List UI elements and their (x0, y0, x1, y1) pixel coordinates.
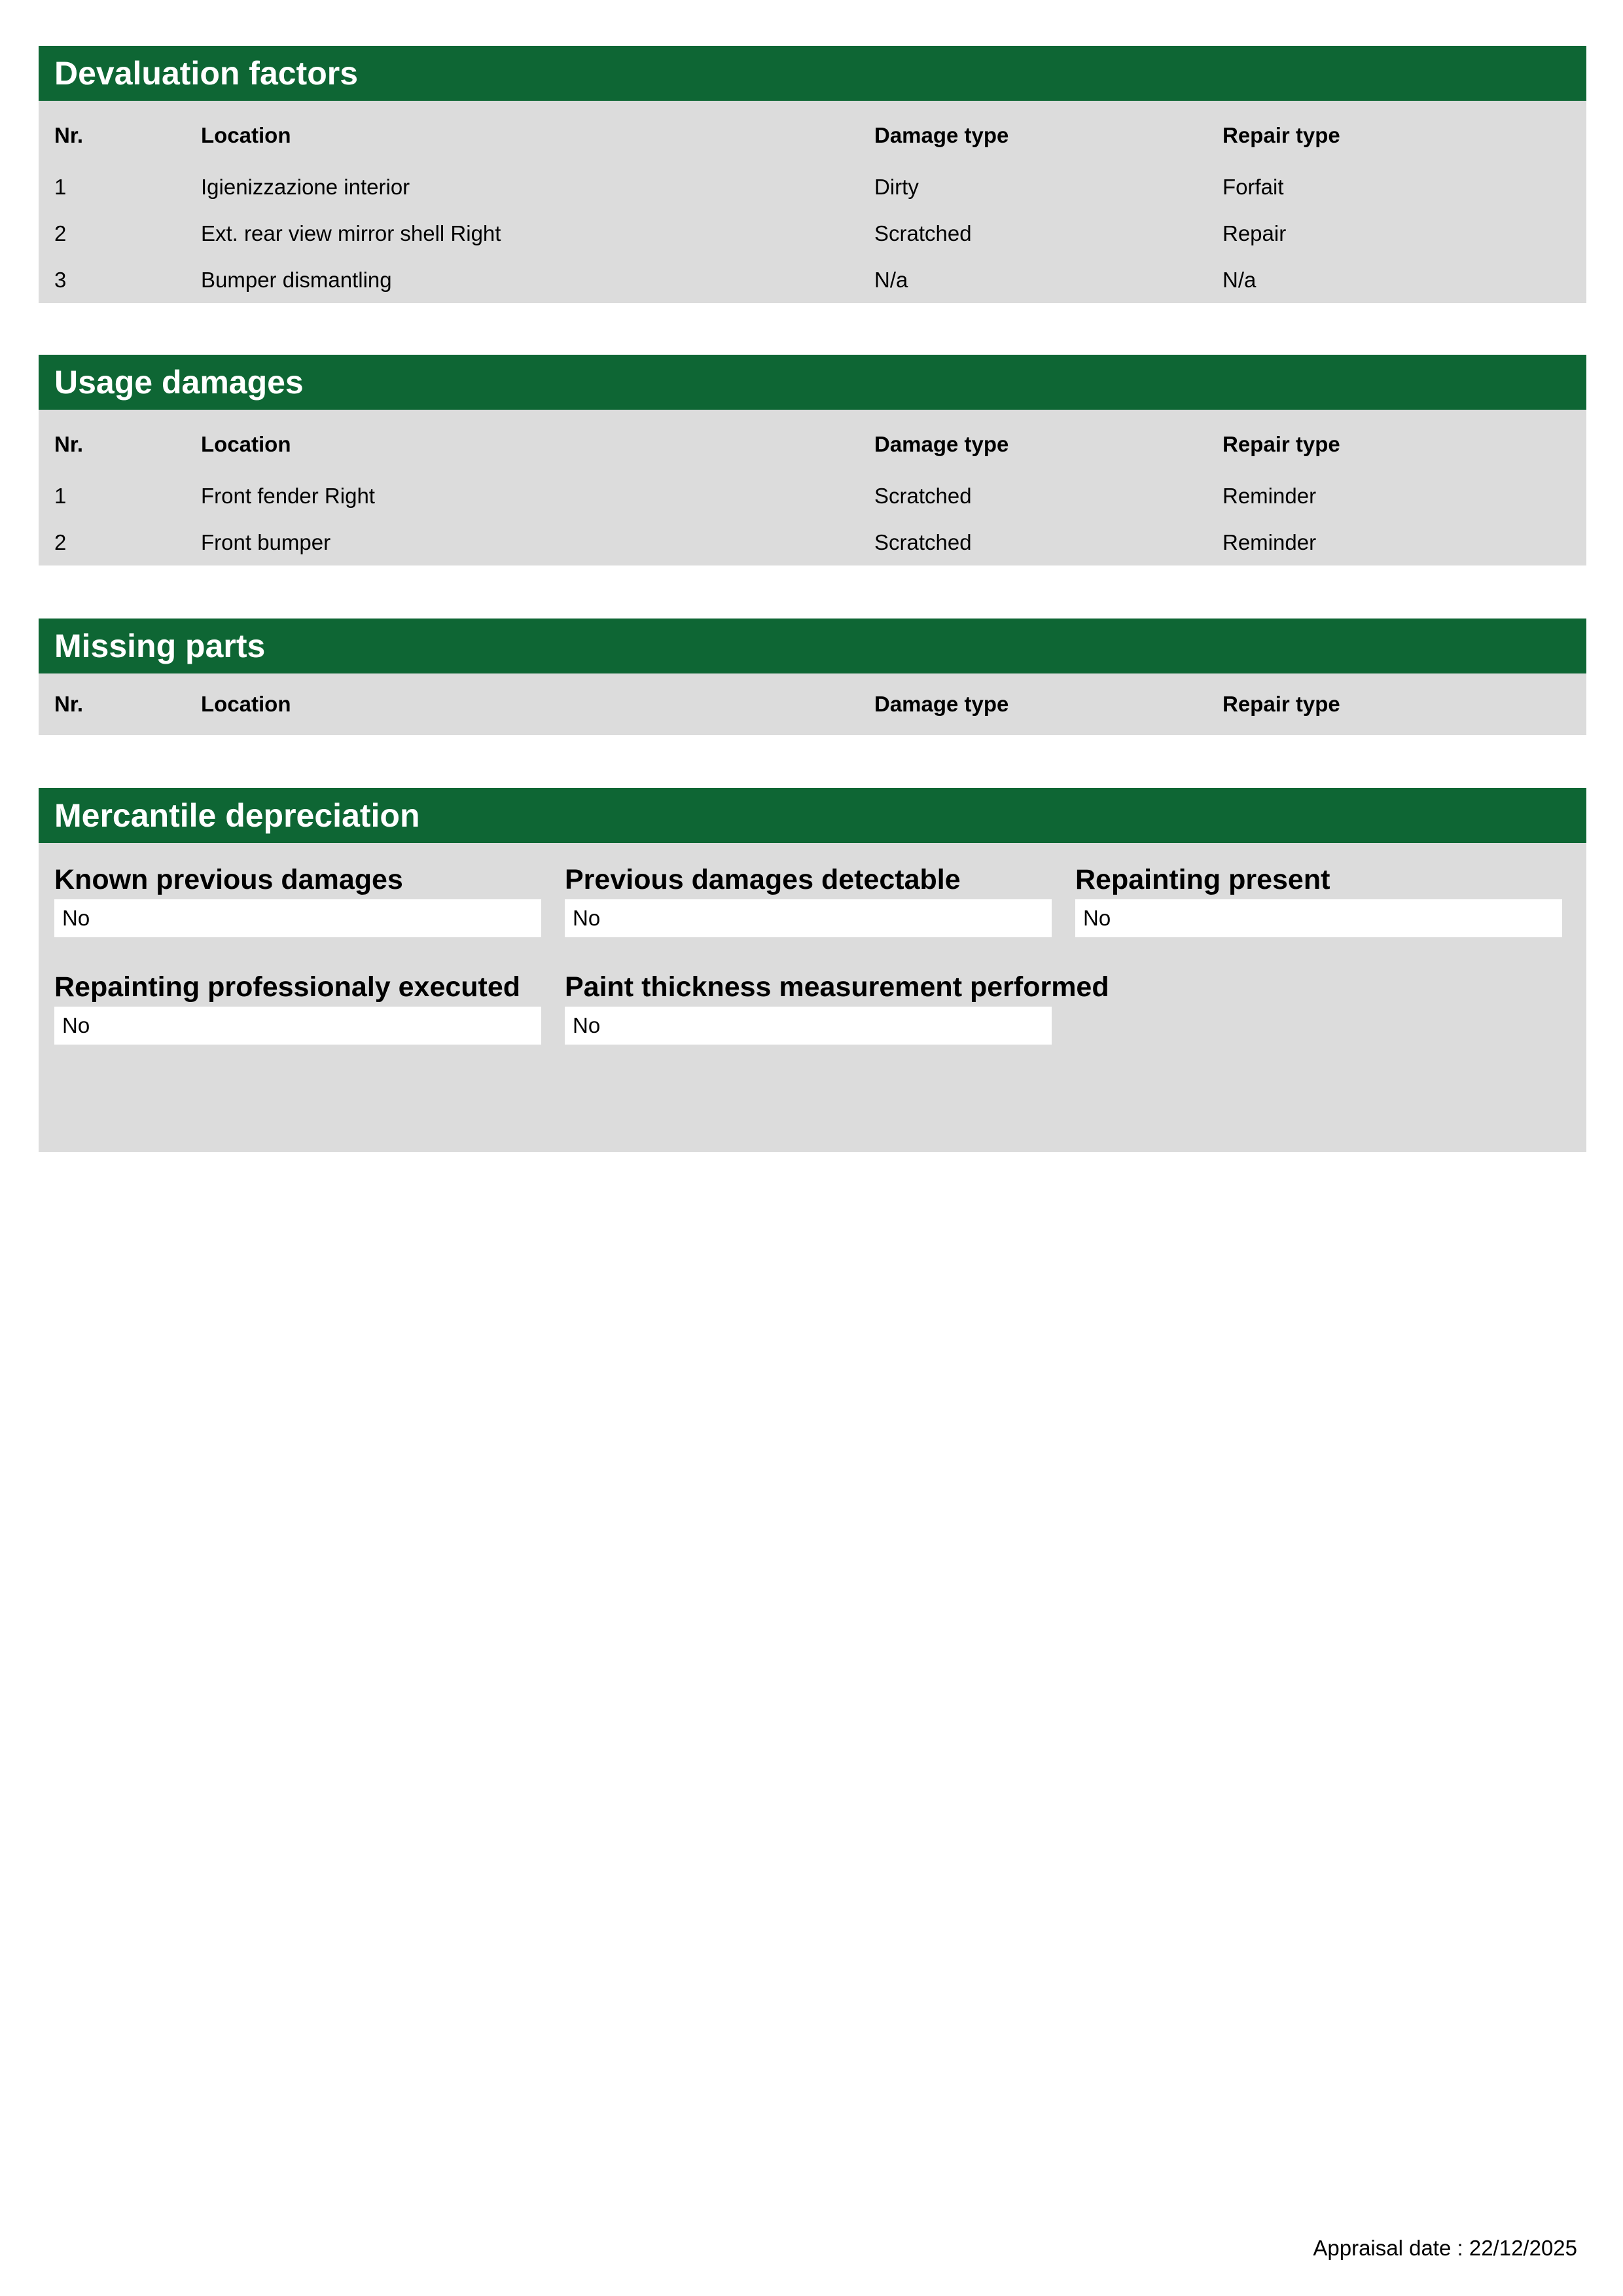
col-location: Location (201, 123, 291, 147)
field-repainting-professionaly-executed (54, 969, 541, 1045)
table-row (39, 164, 1586, 210)
devaluation-table (39, 101, 1586, 303)
cell-nr: 1 (54, 483, 67, 508)
field-repainting-present (1075, 861, 1562, 937)
table-header-row (39, 101, 1586, 164)
col-damage-type: Damage type (874, 123, 1009, 147)
mercantile-title: Mercantile depreciation (39, 788, 1586, 843)
cell-location: Igienizzazione interior (201, 174, 410, 199)
col-nr: Nr. (54, 432, 84, 456)
col-location: Location (201, 692, 291, 716)
table-row (39, 473, 1586, 519)
col-repair-type: Repair type (1222, 123, 1340, 147)
cell-repair-type: Reminder (1222, 529, 1317, 554)
field-value: No (1075, 899, 1562, 937)
missing-table (39, 673, 1586, 735)
cell-repair-type: Reminder (1222, 483, 1317, 508)
cell-damage-type: Dirty (874, 174, 919, 199)
cell-nr: 3 (54, 267, 67, 292)
cell-location: Front fender Right (201, 483, 375, 508)
field-label: Known previous damages (54, 864, 403, 895)
cell-damage-type: N/a (874, 267, 908, 292)
cell-nr: 2 (54, 221, 67, 245)
usage-title: Usage damages (39, 355, 1586, 410)
field-paint-thickness-measurement (565, 969, 1109, 1045)
usage-section (39, 355, 1586, 565)
col-repair-type: Repair type (1222, 432, 1340, 456)
table-row (39, 257, 1586, 303)
field-label: Repainting professionaly executed (54, 971, 521, 1003)
cell-nr: 2 (54, 529, 67, 554)
field-label: Repainting present (1075, 864, 1330, 895)
cell-repair-type: Repair (1222, 221, 1287, 245)
cell-repair-type: N/a (1222, 267, 1257, 292)
mercantile-section (39, 788, 1586, 1152)
field-label: Previous damages detectable (565, 864, 961, 895)
cell-repair-type: Forfait (1222, 174, 1284, 199)
table-header-row (39, 673, 1586, 735)
field-value: No (54, 899, 541, 937)
table-row (39, 519, 1586, 565)
field-value: No (54, 1007, 541, 1045)
table-header-row (39, 410, 1586, 473)
field-value: No (565, 1007, 1052, 1045)
field-previous-damages-detectable (565, 861, 1052, 937)
col-damage-type: Damage type (874, 432, 1009, 456)
cell-damage-type: Scratched (874, 221, 972, 245)
cell-location: Ext. rear view mirror shell Right (201, 221, 501, 245)
cell-nr: 1 (54, 174, 67, 199)
devaluation-title: Devaluation factors (39, 46, 1586, 101)
cell-damage-type: Scratched (874, 483, 972, 508)
table-row (39, 210, 1586, 257)
field-value: No (565, 899, 1052, 937)
cell-location: Bumper dismantling (201, 267, 392, 292)
cell-damage-type: Scratched (874, 529, 972, 554)
col-nr: Nr. (54, 123, 84, 147)
col-location: Location (201, 432, 291, 456)
col-nr: Nr. (54, 692, 84, 716)
missing-title: Missing parts (39, 619, 1586, 673)
appraisal-date: Appraisal date : 22/12/2025 (1313, 2236, 1577, 2260)
usage-table (39, 410, 1586, 565)
field-known-previous-damages (54, 861, 541, 937)
col-repair-type: Repair type (1222, 692, 1340, 716)
field-label: Paint thickness measurement performed (565, 971, 1109, 1003)
cell-location: Front bumper (201, 529, 331, 554)
missing-section (39, 619, 1586, 735)
col-damage-type: Damage type (874, 692, 1009, 716)
devaluation-section (39, 46, 1586, 303)
